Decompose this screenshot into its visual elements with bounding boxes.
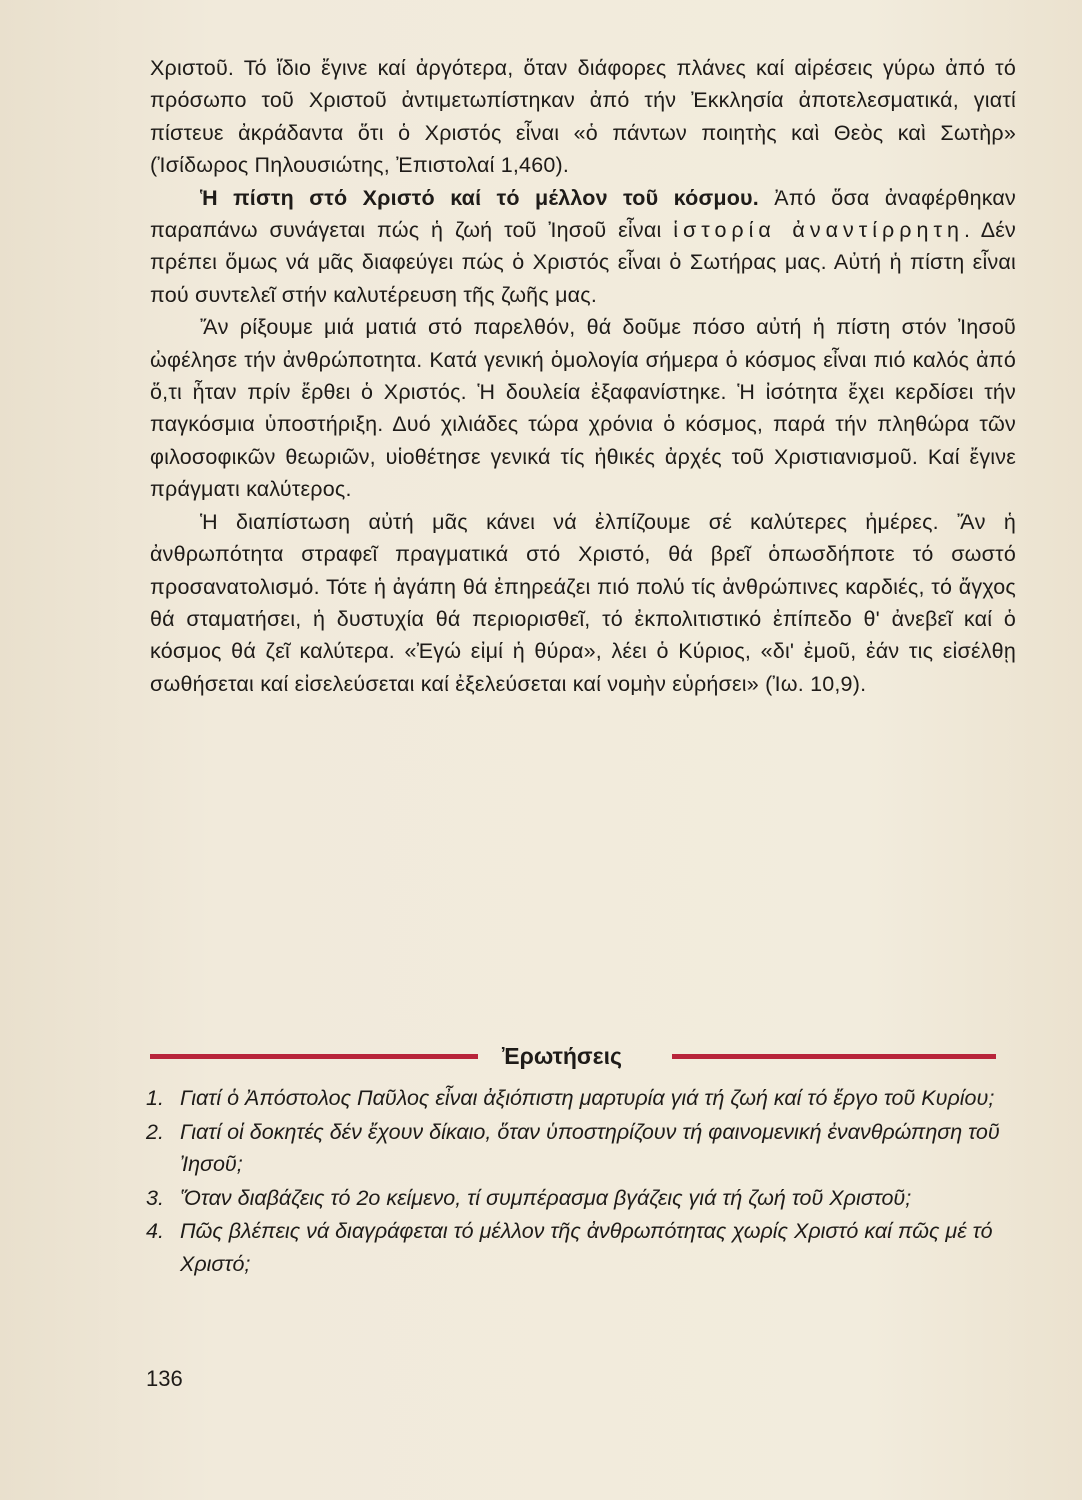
body-text: [150, 52, 1016, 700]
paragraph-1: Χριστοῦ. Τό ἴδιο ἔγινε καί ἀργότερα, ὅταν διάφορες πλάνες καί αἱρέσεις γύρω ἀπό τό πρόσωπο τοῦ Χριστοῦ ἀντιμετωπίστηκαν ἀπό τήν Ἐκκλησία ἀποτελεσματικά, γιατί πίστευε ἀκράδαντα ὅτι ὁ Χριστός εἶναι «ὁ πάντων ποιητὴς καὶ Θεὸς καὶ Σωτὴρ» (Ἰσίδωρος Πηλουσιώτης, Ἐπιστολαί 1,460).: [150, 56, 1016, 178]
paragraph-2: [150, 182, 1016, 312]
question-number: 2.: [146, 1119, 164, 1144]
question-number: 1.: [146, 1086, 164, 1110]
question-text: Πῶς βλέπεις νά διαγράφεται τό μέλλον τῆς ἀνθρωπότητας χωρίς Χριστό καί πῶς μέ τό Χριστό;: [180, 1219, 993, 1276]
question-text: Γιατί οἱ δοκητές δέν ἔχουν δίκαιο, ὅταν ὑποστηρίζουν τή φαινομενική ἐνανθρώπηση τοῦ Ἰησοῦ;: [180, 1119, 1000, 1176]
questions-header: [150, 1040, 996, 1074]
paragraph-3: Ἄν ρίξουμε μιά ματιά στό παρελθόν, θά δοῦμε πόσο αὐτή ἡ πίστη στόν Ἰησοῦ ὠφέλησε τήν ἀνθρώποτητα. Κατά γενική ὁμολογία σήμερα ὁ κόσμος εἶναι πιό καλός ἀπό ὅ,τι ἦταν πρίν ἔρθει ὁ Χριστός. Ἡ δουλεία ἐξαφανίστηκε. Ἡ ἰσότητα ἔχει κερδίσει τήν παγκόσμια ὑποστήριξη. Δυό χιλιάδες τώρα χρόνια ὁ κόσμος, παρά τήν πληθώρα τῶν φιλοσοφικῶν θεωριῶν, υἱοθέτησε γενικά τίς ἠθικές ἀρχές τοῦ Χριστιανισμοῦ. Καί ἔγινε πράγματι καλύτερος.: [150, 315, 1016, 502]
question-item: [146, 1082, 1002, 1115]
paragraph-2-text-b: . Δέν πρέπει ὅμως νά μᾶς διαφεύγει πώς ὁ Χριστός εἶναι ὁ Σωτήρας μας. Αὐτή ἡ πίστη εἶναι πού συντελεῖ στήν καλυτέρευση τῆς ζωῆς μας.: [150, 218, 1016, 307]
question-text: Ὅταν διαβάζεις τό 2ο κείμενο, τί συμπέρασμα βγάζεις γιά τή ζωή τοῦ Χριστοῦ;: [180, 1185, 912, 1210]
question-number: 3.: [146, 1185, 164, 1210]
questions-title: Ἐρωτήσεις: [502, 1043, 622, 1069]
question-item: [146, 1182, 1002, 1215]
header-rule-right: [672, 1054, 996, 1059]
header-rule-left: [150, 1054, 478, 1059]
paragraph-2-spaced: ἱστορία ἀναντίρρητη: [673, 218, 964, 243]
question-text: Γιατί ὁ Ἀπόστολος Παῦλος εἶναι ἀξιόπιστη μαρτυρία γιά τή ζωή καί τό ἔργο τοῦ Κυρίου;: [180, 1086, 995, 1110]
question-item: [146, 1215, 1002, 1280]
paragraph-2-text-a: Ἀπό ὅσα ἀναφέρθηκαν παραπάνω συνάγεται πώς ἡ ζωή τοῦ Ἰησοῦ εἶναι: [150, 185, 1017, 243]
question-number: 4.: [146, 1219, 164, 1243]
paragraph-4: Ἡ διαπίστωση αὐτή μᾶς κάνει νά ἐλπίζουμε σέ καλύτερες ἡμέρες. Ἄν ἡ ἀνθρωπότητα στραφεῖ πραγματικά στό Χριστό, θά βρεῖ ὁπωσδήποτε τό σωστό προσανατολισμό. Τότε ἡ ἀγάπη θά ἐπηρεάζει πιό πολύ τίς ἀνθρώπινες καρδιές, τό ἄγχος θά σταματήσει, ἡ δυστυχία θά περιορισθεῖ, τό ἐκπολιτιστικό ἐπίπεδο θ' ἀνεβεῖ καί ὁ κόσμος θά ζεῖ καλύτερα. «Ἐγώ εἰμί ἡ θύρα», λέει ὁ Κύριος, «δι' ἐμοῦ, ἐάν τις εἰσέλθῃ σωθήσεται καί εἰσελεύσεται καί ἐξελεύσεται καί νομὴν εὑρήσει» (Ἰω. 10,9).: [150, 509, 1016, 696]
question-item: [146, 1116, 1002, 1181]
page-number: 136: [146, 1366, 183, 1391]
section-heading: Ἡ πίστη στό Χριστό καί τό μέλλον τοῦ κόσμου.: [200, 185, 759, 210]
questions-list: [146, 1082, 1002, 1281]
